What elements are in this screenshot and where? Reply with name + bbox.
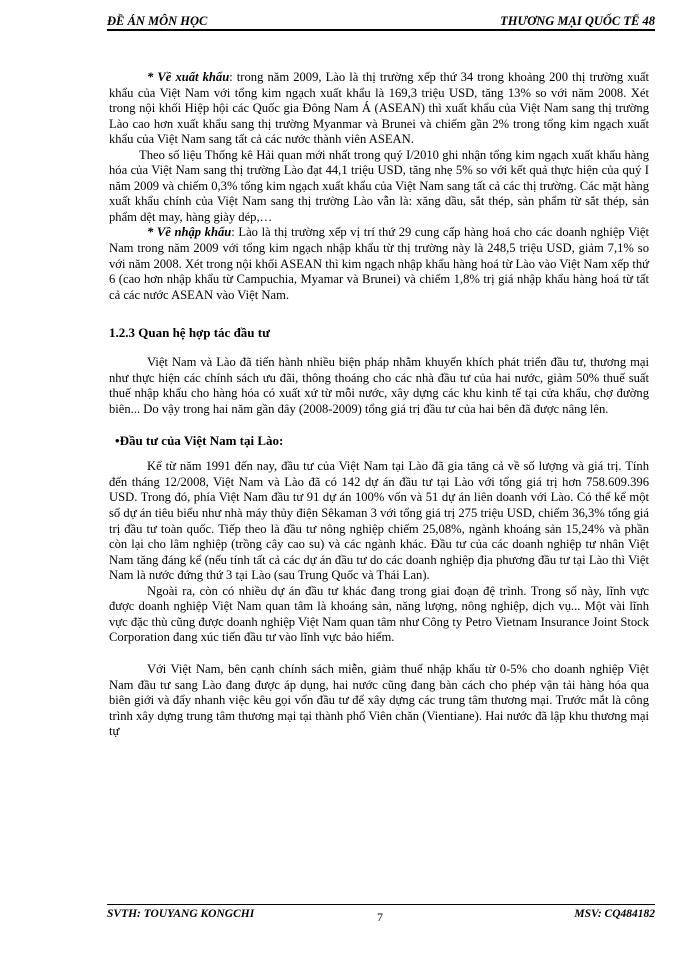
footer-page-number: 7 <box>377 910 383 924</box>
import-text: : Lào là thị trường xếp vị trí thứ 29 cung cấp hàng hoá cho các doanh nghiệp Việt Nam trong năm 2009 với tổng kim ngạch nhập khẩu từ thị trường này là 248,5 triệu USD, giảm 7,1% so với năm 2008. Xét trong nội khối ASEAN thì kim ngạch nhập khẩu hàng hoá từ Lào vào Việt Nam xếp thứ 6 (cao hơn nhập khẩu từ Campuchia, Myamar và Brunei) và chiếm 1,8% trị giá nhập khẩu hàng hoá từ tất cả các nước ASEAN vào Việt Nam. <box>109 225 650 302</box>
header-subject-title: THƯƠNG MẠI QUỐC TẾ 48 <box>500 14 655 28</box>
header-course-title: ĐỀ ÁN MÔN HỌC <box>107 14 208 28</box>
bullet-icon: • <box>115 433 120 449</box>
investment-paragraph-3: Với Việt Nam, bên cạnh chính sách miễn, giảm thuế nhập khẩu từ 0-5% cho doanh nghiệp Việt Nam đầu tư sang Lào đang được áp dụng, hai nước cũng đang bàn cách cho phép vận tải hàng hóa qua biên giới và đẩy nhanh việc kêu gọi vốn đầu tư để xây dựng các trung tâm thương mại. Trước mắt là công trình xây dựng trung tâm thương mại tại thành phố Viên chăn (Vientiane). Hai nước đã lập khu thương mại tự <box>109 661 649 739</box>
subheading-text: Đầu tư của Việt Nam tại Lào: <box>119 433 284 449</box>
header-divider <box>107 29 655 31</box>
investment-intro-paragraph: Việt Nam và Lào đã tiến hành nhiều biện pháp nhằm khuyến khích phát triển đầu tư, thương mại như thực hiện các chính sách ưu đãi, thông thoáng cho các nhà đầu tư của hai nước, giảm 50% thuế suất thuế nhập khẩu cho hàng hóa có xuất xứ từ mỗi nước, xây dựng các khu kinh tế tại cửa khẩu, chợ đường biên... Do vậy trong hai năm gần đây (2008-2009) tổng giá trị đầu tư của hai bên đã được nâng lên. <box>109 355 649 416</box>
footer-student-id: MSV: CQ484182 <box>574 908 655 920</box>
export-paragraph <box>109 70 649 148</box>
subheading <box>115 433 649 449</box>
export-text: : trong năm 2009, Lào là thị trường xếp thứ 34 trong khoảng 200 thị trường xuất khẩu của Việt Nam với tổng kim ngạch xuất khẩu là 169,3 triệu USD, tăng 13% so với năm 2008. Xét trong nội khối Hiệp hội các Quốc gia Đông Nam Á (ASEAN) thì xuất khẩu của Việt Nam sang thị trường Lào cao hơn xuất khẩu sang thị trường Myanmar và Brunei và chiếm gần 2% trong tổng kim ngạch xuất khẩu của Việt Nam sang tất cả các nước thành viên ASEAN. <box>109 70 649 147</box>
customs-paragraph: Theo số liệu Thống kê Hải quan mới nhất trong quý I/2010 ghi nhận tổng kim ngạch xuất khẩu hàng hóa của Việt Nam sang thị trường Lào đạt 44,1 triệu USD, tăng nhẹ 5% so với kết quả thực hiện của quý I năm 2009 và chiếm 0,3% tổng kim ngạch xuất khẩu của Việt Nam sang tất cả các thị trường. Các mặt hàng xuất khẩu chính của Việt Nam sang thị trường Lào vẫn là: xăng dầu, sắt thép, sản phẩm từ sắt thép, sản phẩm dệt may, hàng giày dép,… <box>109 147 649 224</box>
footer-student-name: SVTH: TOUYANG KONGCHI <box>107 908 255 920</box>
investment-paragraph-2: Ngoài ra, còn có nhiều dự án đầu tư khác đang trong giai đoạn đệ trình. Trong số này, lĩnh vực được doanh nghiệp Việt Nam quan tâm là khoáng sản, năng lượng, nông nghiệp, dịch vụ... Một vài lĩnh vực đặc thù cũng được doanh nghiệp Việt Nam quan tâm như Công ty Petro Vietnam Insurance Joint Stock Corporation đang xúc tiến đầu tư vào lĩnh vực bảo hiểm. <box>109 583 649 645</box>
export-label: * Về xuất khẩu <box>147 70 230 84</box>
page-body <box>109 70 649 740</box>
section-heading: 1.2.3 Quan hệ hợp tác đầu tư <box>109 325 270 341</box>
investment-paragraph-1: Kể từ năm 1991 đến nay, đầu tư của Việt Nam tại Lào đã gia tăng cả về số lượng và giá trị. Tính đến tháng 12/2008, Việt Nam và Lào đã có 142 dự án đầu tư tại Lào với tổng giá trị hơn 758.609.396 USD. Trong đó, phía Việt Nam đầu tư 91 dự án 100% vốn và 51 dự án liên doanh với Lào. Có thể kể một số dự án tiêu biểu như nhà máy thủy điện Sêkaman 3 với tổng giá trị 275 triệu USD, chiếm 36,3% tổng giá trị đầu tư toàn quốc. Tiếp theo là đầu tư nông nghiệp chiếm 25,08%, ngành khoáng sản 15,24% và phần còn lại cho lâm nghiệp (trồng cây cao su) và các ngành khác. Đầu tư của các doanh nghiệp tư nhân Việt Nam tăng đáng kể (nếu tính tất cả các dự án đầu tư do các doanh nghiệp địa phương đầu tư tại Lào thì Việt Nam là nước đứng thứ 3 tại Lào (sau Trung Quốc và Thái Lan). <box>109 459 649 583</box>
import-paragraph <box>109 225 649 303</box>
page-footer <box>107 908 655 928</box>
import-label: * Về nhập khẩu <box>147 225 232 240</box>
footer-divider <box>107 904 655 905</box>
